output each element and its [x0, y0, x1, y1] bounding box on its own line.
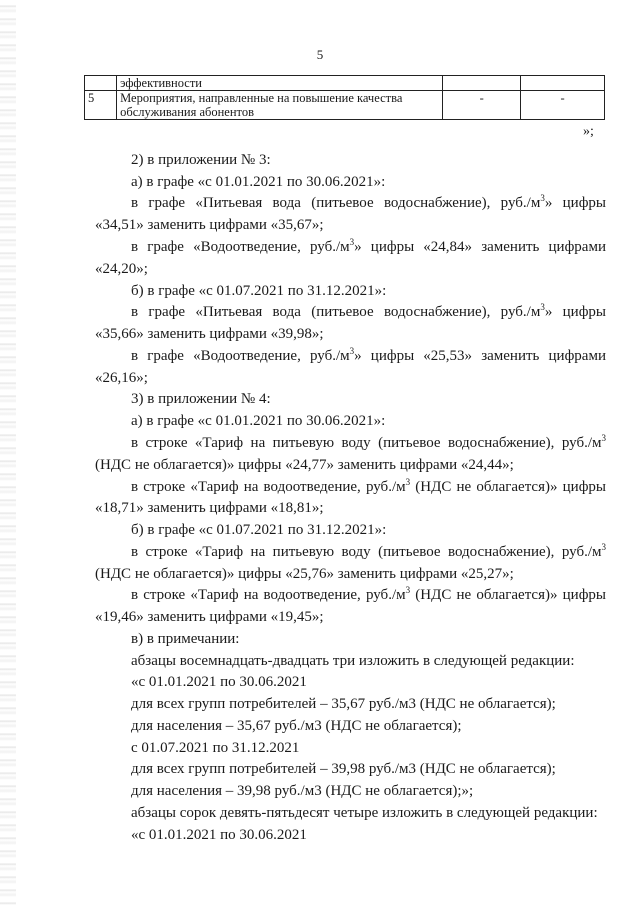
table-row [85, 91, 605, 120]
text-line: б) в графе «с 01.07.2021 по 31.12.2021»: [131, 522, 387, 538]
text-line: в строке «Тариф на питьевую воду (питьевое водоснабжение), $руб./м^3$ [131, 542, 606, 560]
text-line: (НДС не облагается)» цифры «25,76» заменить цифрами «25,27»; [95, 566, 514, 582]
text-line: «34,51» заменить цифрами «35,67»; [95, 217, 324, 233]
text-line: «35,66» заменить цифрами «39,98»; [95, 326, 324, 342]
text-line: в) в примечании: [131, 631, 240, 647]
scan-edge-artifact [0, 0, 16, 905]
text-line: в графе «Питьевая вода (питьевое водоснабжение), $руб./м^3$» цифры [131, 193, 607, 211]
text-line: б) в графе «с 01.07.2021 по 31.12.2021»: [131, 283, 387, 299]
amendment-table [84, 75, 605, 120]
text-line: 2) в приложении № 3: [131, 152, 271, 168]
text-line: «26,16»; [95, 370, 148, 386]
table-cell-text: эффективности [117, 76, 443, 91]
text-line: «с 01.01.2021 по 30.06.2021 [131, 674, 307, 690]
text-line: для населения – 35,67 руб./м3 (НДС не облагается); [131, 718, 462, 734]
table-closing-quote: »; [583, 124, 594, 139]
text-line: «с 01.01.2021 по 30.06.2021 [131, 827, 307, 843]
text-line: с 01.07.2021 по 31.12.2021 [131, 740, 300, 756]
table-cell-number: 5 [85, 91, 117, 120]
text-line: «18,71» заменить цифрами «18,81»; [95, 500, 324, 516]
text-line: абзацы сорок девять-пятьдесят четыре изложить в следующей редакции: [131, 805, 598, 821]
table-cell-text: Мероприятия, направленные на повышение качества обслуживания абонентов [117, 91, 443, 120]
text-line: для населения – 39,98 руб./м3 (НДС не облагается);»; [131, 783, 474, 799]
text-line: абзацы восемнадцать-двадцать три изложить в следующей редакции: [131, 653, 575, 669]
text-line: «19,46» заменить цифрами «19,45»; [95, 609, 324, 625]
text-line: для всех групп потребителей – 35,67 руб./м3 (НДС не облагается); [131, 696, 556, 712]
table-cell-value [521, 76, 605, 91]
text-line: (НДС не облагается)» цифры «24,77» заменить цифрами «24,44»; [95, 457, 514, 473]
text-line: а) в графе «с 01.01.2021 по 30.06.2021»: [131, 413, 386, 429]
text-line: в строке «Тариф на водоотведение, $руб./м^3$ (НДС не облагается)» цифры [131, 477, 606, 495]
text-line: в графе «Водоотведение, $руб./м^3$» цифры «24,84» заменить цифрами [131, 237, 606, 255]
text-line: а) в графе «с 01.01.2021 по 30.06.2021»: [131, 174, 386, 190]
table-cell-value [443, 76, 521, 91]
text-line: 3) в приложении № 4: [131, 391, 271, 407]
text-line: в графе «Питьевая вода (питьевое водоснабжение), $руб./м^3$» цифры [131, 302, 607, 320]
page-number: 5 [316, 47, 324, 62]
text-line: в строке «Тариф на водоотведение, $руб./м^3$ (НДС не облагается)» цифры [131, 585, 606, 603]
text-line: в графе «Водоотведение, $руб./м^3$» цифры «25,53» заменить цифрами [131, 346, 606, 364]
table-cell-value: - [443, 91, 521, 120]
table-cell-number [85, 76, 117, 91]
text-line: для всех групп потребителей – 39,98 руб./м3 (НДС не облагается); [131, 761, 556, 777]
text-line: «24,20»; [95, 261, 148, 277]
text-line: в строке «Тариф на питьевую воду (питьевое водоснабжение), $руб./м^3$ [131, 433, 606, 451]
table-row [85, 76, 605, 91]
table-cell-value: - [521, 91, 605, 120]
